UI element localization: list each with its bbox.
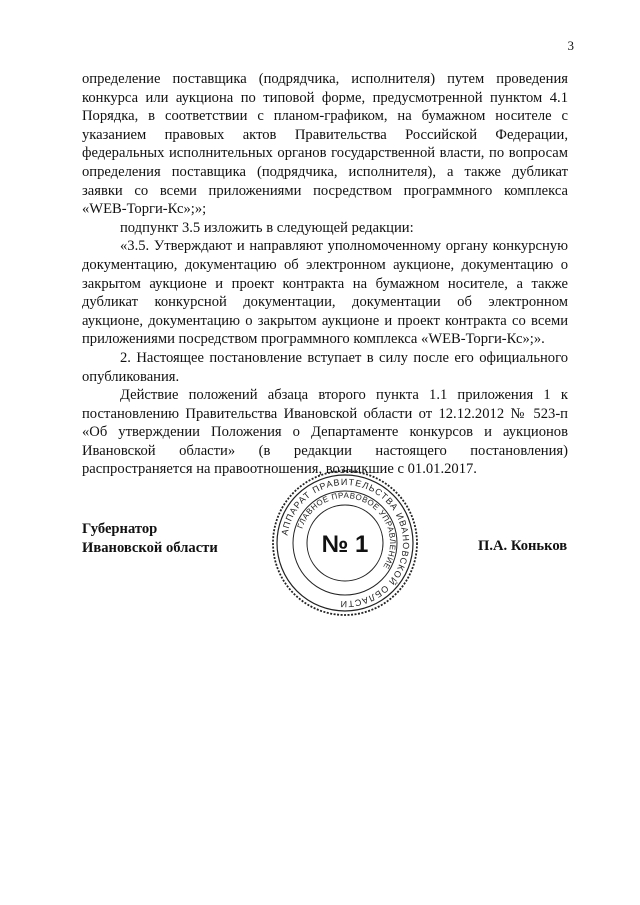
- document-body: [82, 70, 568, 479]
- official-stamp: [270, 468, 420, 618]
- signatory-title-line1: Губернатор: [82, 521, 158, 537]
- paragraph-subpoint-3-5: «3.5. Утверждают и направляют уполномоченному органу конкурсную документацию, документацию об электронном аукционе, документацию о закрытом аукционе и проект контракта на бумажном носителе, а также дубликат конкурсной документации, документации об электронном аукционе, документацию о закрытом аукционе и проект контракта со всеми приложениями посредством программного комплекса «WEB-Торги-Кс»;».: [82, 238, 568, 348]
- paragraph-effect: Действие положений абзаца второго пункта 1.1 приложения 1 к постановлению Правительства Ивановской области от 12.12.2012 № 523-п «Об утверждении Положения о Департаменте конкурсов и аукционов Ивановской области» (в редакции настоящего постановления) распространяется на правоотношения, возникшие с 01.01.2017.: [82, 387, 568, 478]
- stamp-outer-text: АППАРАТ ПРАВИТЕЛЬСТВА ИВАНОВСКОЙ ОБЛАСТИ: [279, 476, 412, 610]
- paragraph-continuation: определение поставщика (подрядчика, исполнителя) путем проведения конкурса или аукциона по типовой форме, предусмотренной пунктом 4.1 Порядка, в соответствии с планом-графиком, на бумажном носителе с указанием правовых актов Правительства Российской Федерации, федеральных исполнительных органов государственной власти, по вопросам определения поставщика (подрядчика, исполнителя), а также дубликат заявки со всеми приложениями посредством программного комплекса «WEB-Торги-Кс»;»;: [82, 71, 568, 218]
- stamp-inner-text: ГЛАВНОЕ ПРАВОВОЕ УПРАВЛЕНИЕ: [295, 490, 398, 571]
- page-number: 3: [567, 38, 574, 53]
- signatory-title: [82, 520, 218, 557]
- signatory-name: П.А. Коньков: [478, 538, 568, 554]
- paragraph-subpoint-intro: подпункт 3.5 изложить в следующей редакции:: [120, 219, 414, 236]
- signatory-title-line2: Ивановской области: [82, 539, 218, 556]
- paragraph-point-2: 2. Настоящее постановление вступает в силу после его официального опубликования.: [82, 349, 568, 385]
- stamp-number: № 1: [321, 531, 369, 558]
